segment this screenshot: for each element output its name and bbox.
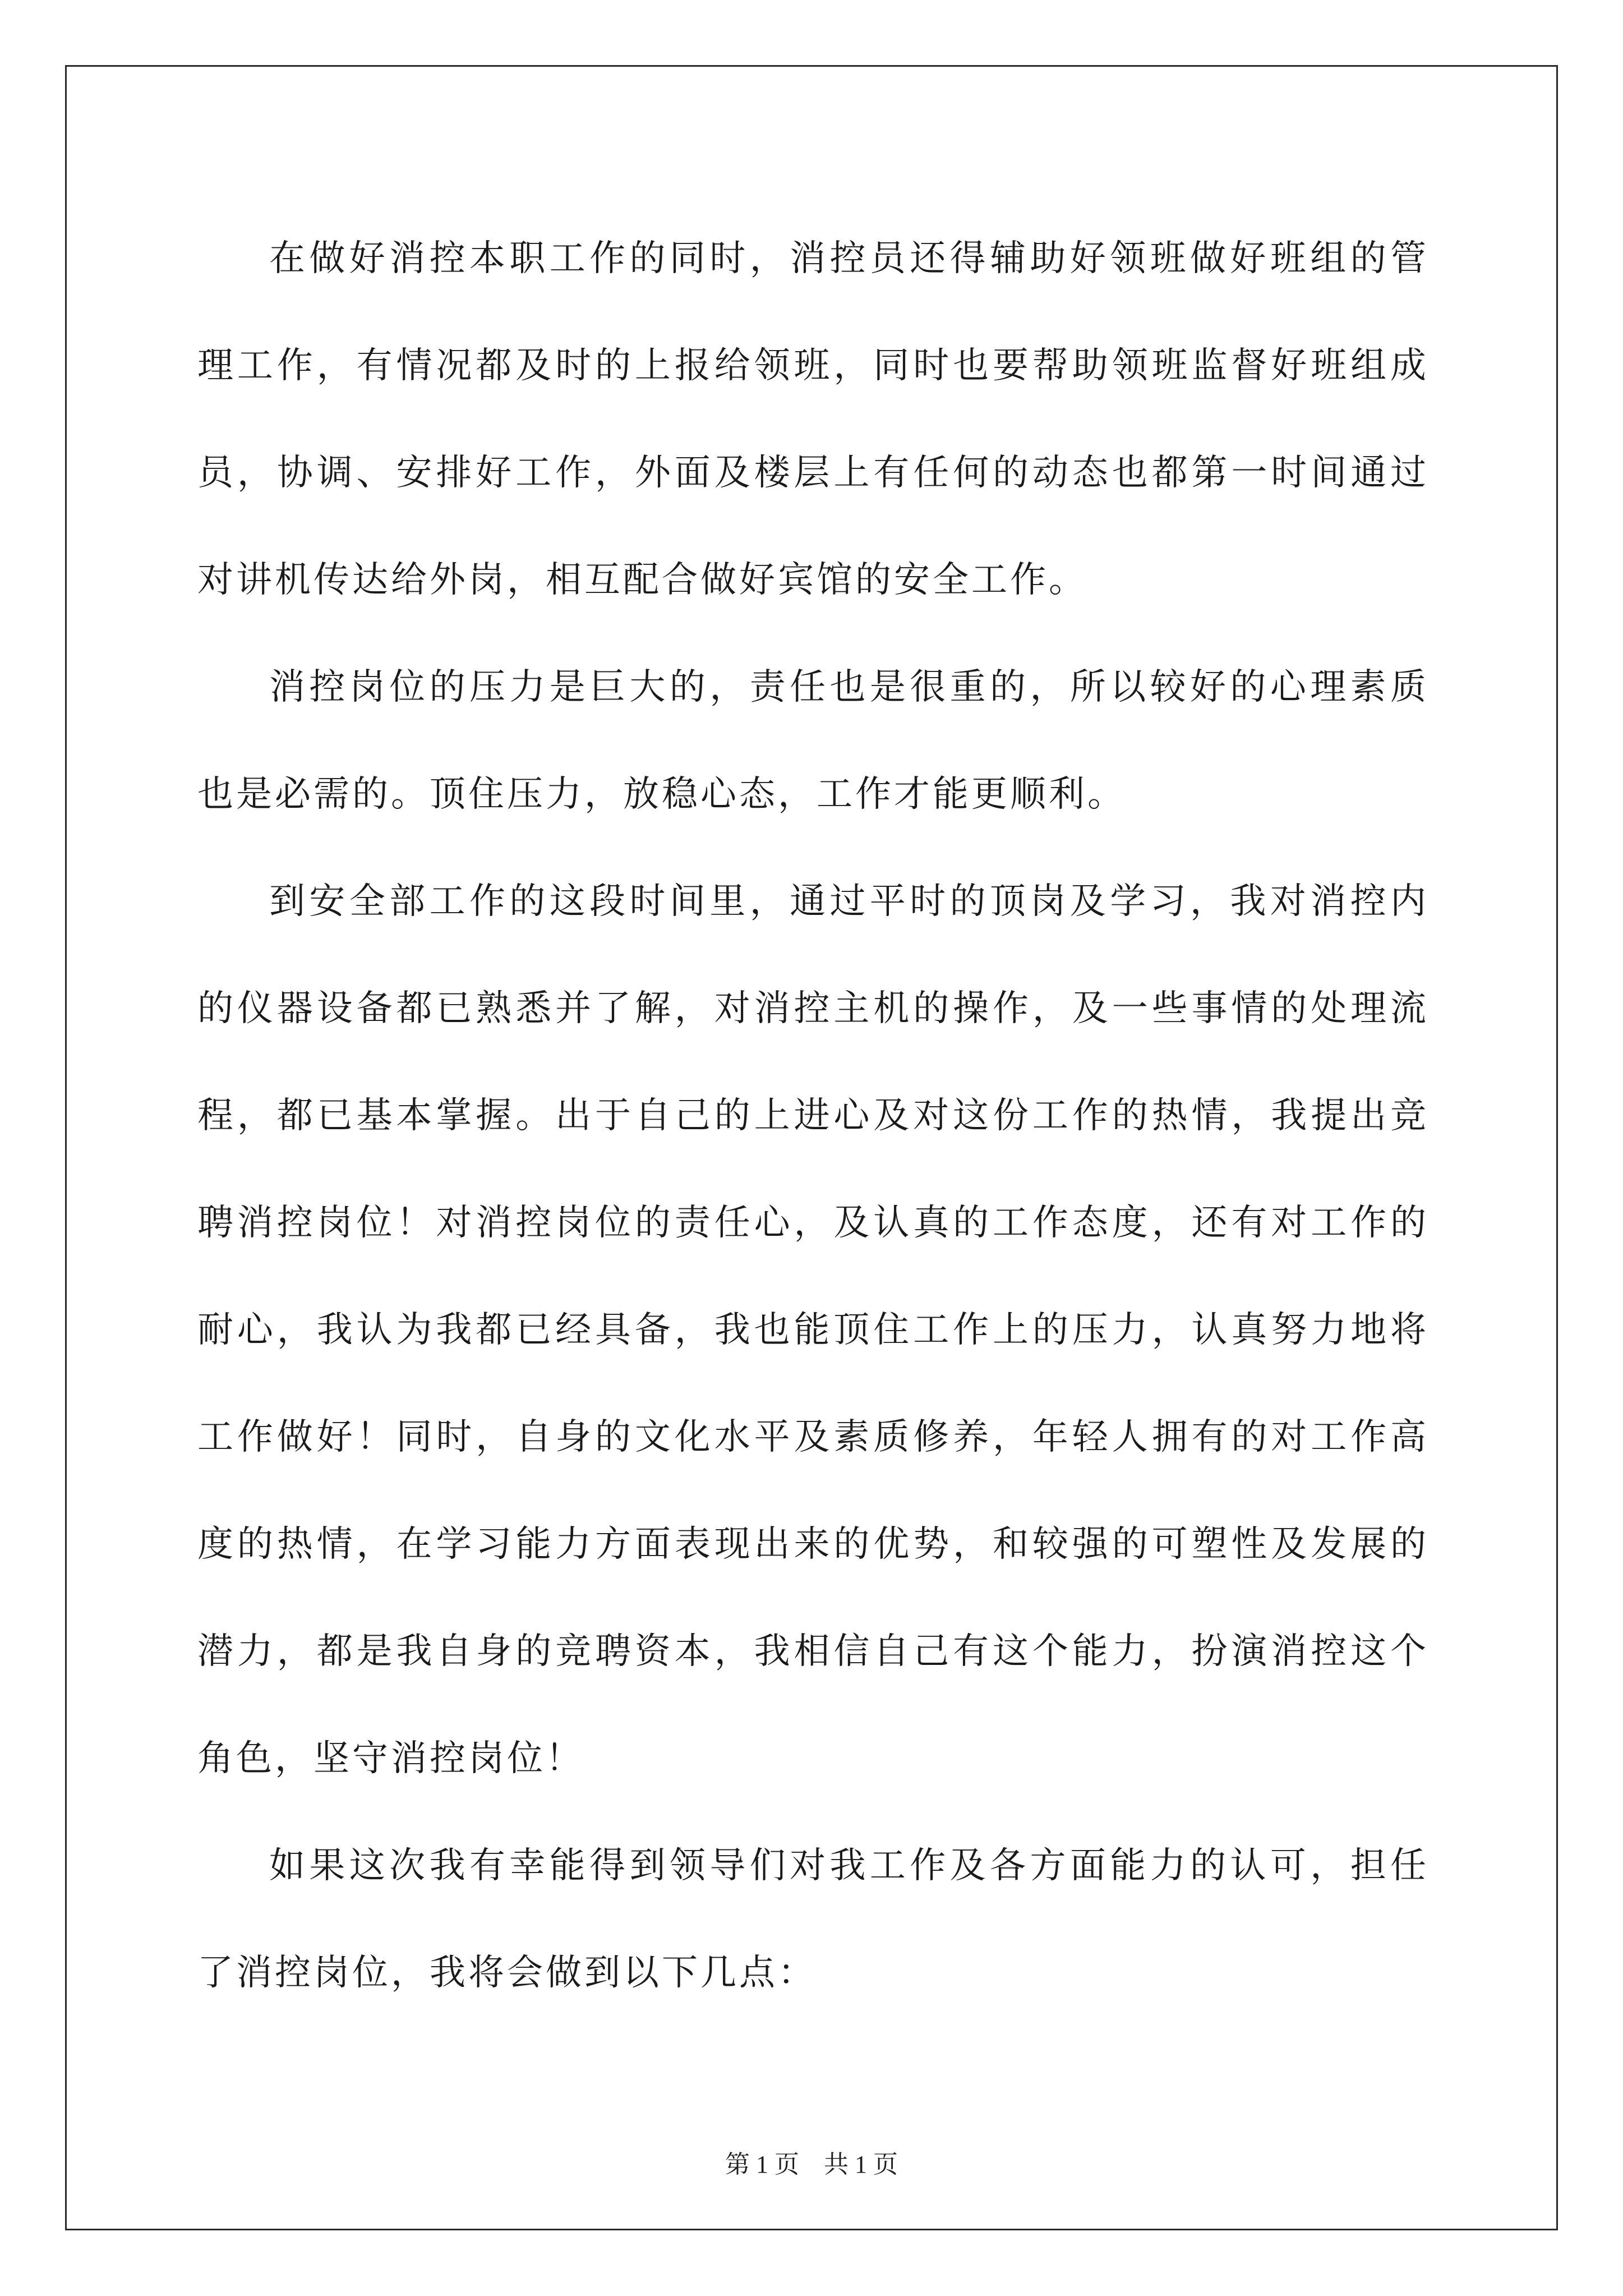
document-body xyxy=(197,205,1429,2027)
paragraph-4: 如果这次我有幸能得到领导们对我工作及各方面能力的认可，担任了消控岗位，我将会做到以下几点： xyxy=(197,1845,1429,1994)
paragraph-3: 到安全部工作的这段时间里，通过平时的顶岗及学习，我对消控内的仪器设备都已熟悉并了解，对消控主机的操作，及一些事情的处理流程，都已基本掌握。出于自己的上进心及对这份工作的热情，我提出竞聘消控岗位！对消控岗位的责任心，及认真的工作态度，还有对工作的耐心，我认为我都已经具备，我也能顶住工作上的压力，认真努力地将工作做好！同时，自身的文化水平及素质修养，年轻人拥有的对工作高度的热情，在学习能力方面表现出来的优势，和较强的可塑性及发展的潜力，都是我自身的竞聘资本，我相信自己有这个能力，扮演消控这个角色，坚守消控岗位！ xyxy=(197,881,1429,1779)
paragraph-1: 在做好消控本职工作的同时，消控员还得辅助好领班做好班组的管理工作，有情况都及时的上报给领班，同时也要帮助领班监督好班组成员，协调、安排好工作，外面及楼层上有任何的动态也都第一时间通过对讲机传达给外岗，相互配合做好宾馆的安全工作。 xyxy=(197,238,1429,601)
page-number-footer: 第 1 页 共 1 页 xyxy=(725,2151,898,2178)
paragraph-2: 消控岗位的压力是巨大的，责任也是很重的，所以较好的心理素质也是必需的。顶住压力，放稳心态，工作才能更顺利。 xyxy=(197,666,1429,815)
